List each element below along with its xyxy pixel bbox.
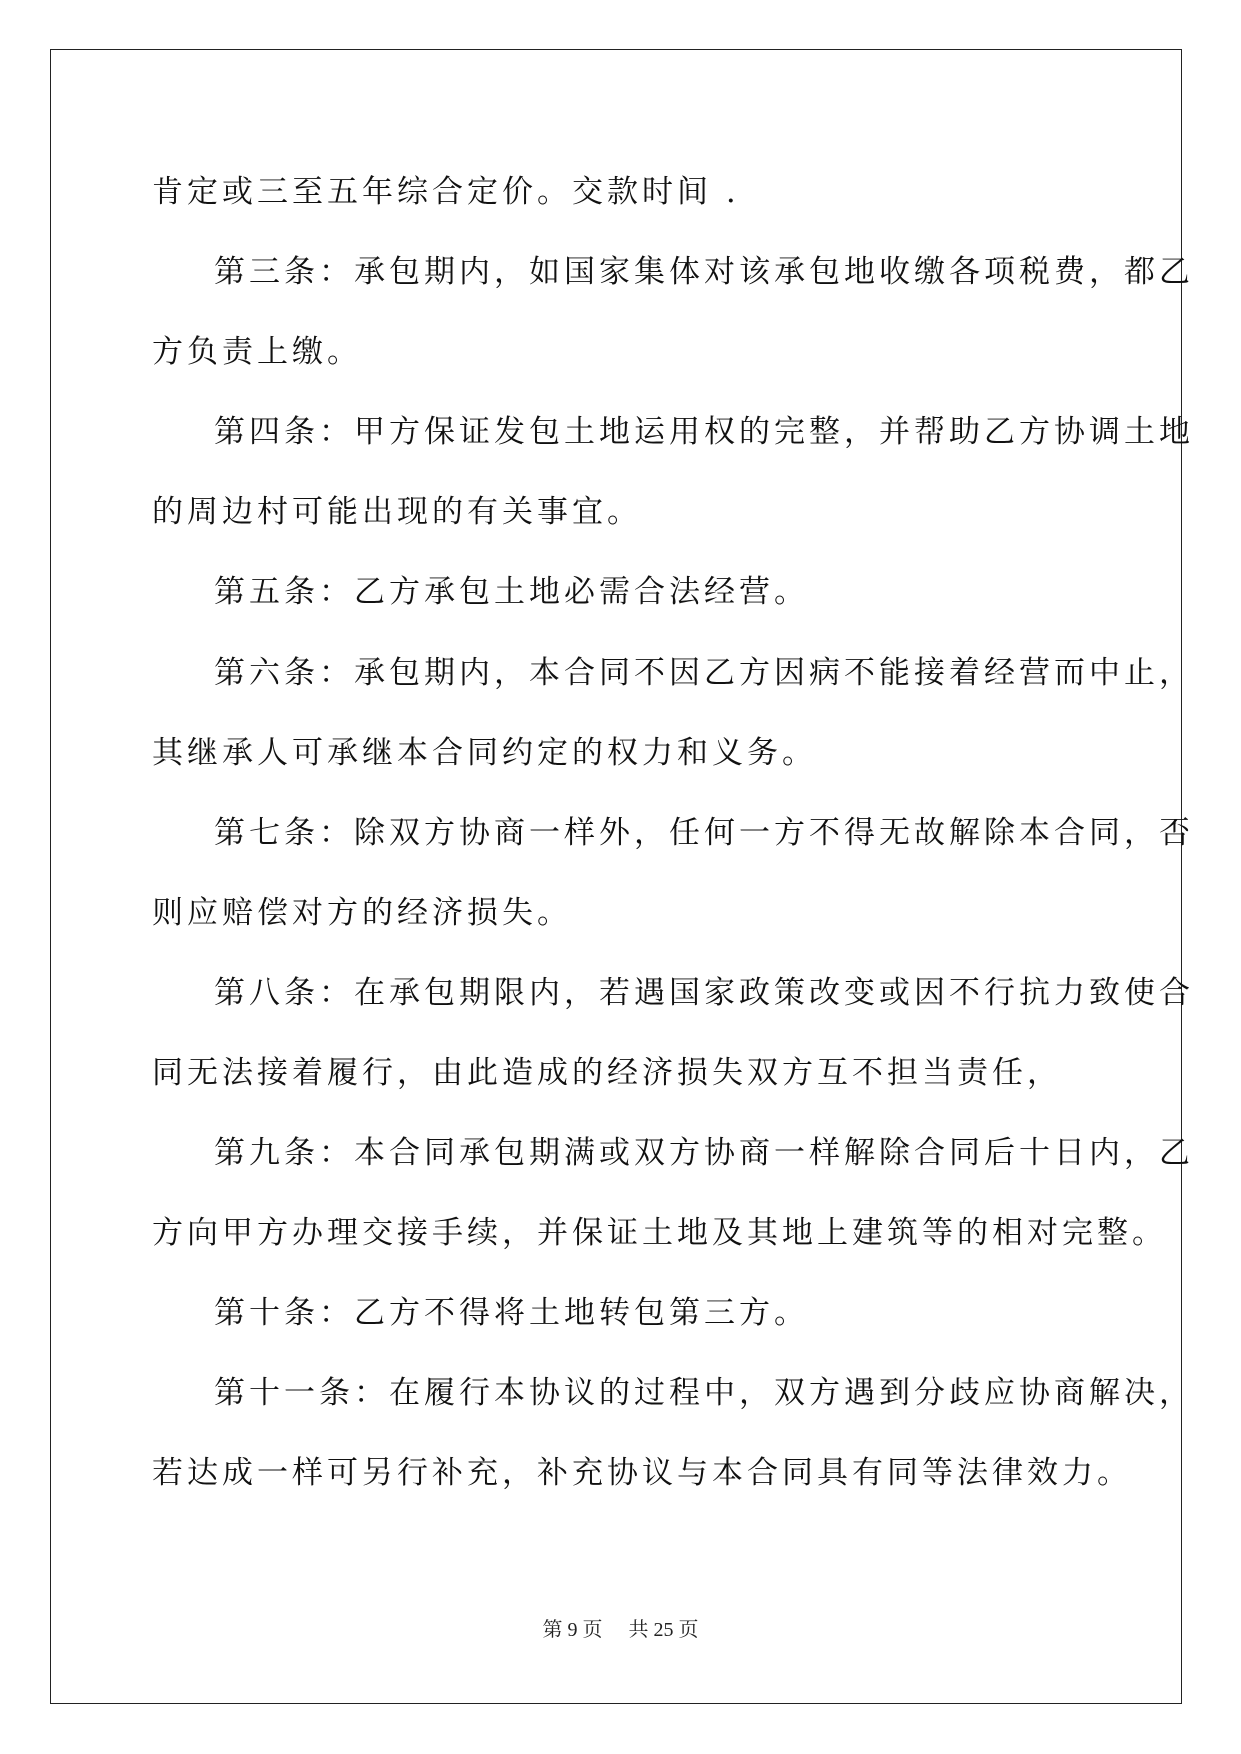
text-line: 第十一条：在履行本协议的过程中，双方遇到分歧应协商解决，: [214, 1375, 1194, 1411]
text-line: 第十条：乙方不得将土地转包第三方。: [214, 1295, 809, 1331]
text-line: 的周边村可能出现的有关事宜。: [152, 494, 642, 530]
text-line: 第六条：承包期内，本合同不因乙方因病不能接着经营而中止，: [214, 655, 1194, 691]
text-line: 第八条：在承包期限内，若遇国家政策改变或因不行抗力致使合: [214, 975, 1194, 1011]
text-line: 同无法接着履行，由此造成的经济损失双方互不担当责任，: [152, 1055, 1062, 1091]
text-line: 第五条：乙方承包土地必需合法经营。: [214, 574, 809, 610]
text-line: 第七条：除双方协商一样外，任何一方不得无故解除本合同，否: [214, 815, 1194, 851]
text-line: 方向甲方办理交接手续，并保证土地及其地上建筑等的相对完整。: [152, 1215, 1167, 1251]
text-line: 第九条：本合同承包期满或双方协商一样解除合同后十日内，乙: [214, 1135, 1194, 1171]
text-line: 其继承人可承继本合同约定的权力和义务。: [152, 735, 817, 771]
text-line: 若达成一样可另行补充，补充协议与本合同具有同等法律效力。: [152, 1455, 1132, 1491]
page-number: 第 9 页: [542, 1619, 603, 1641]
text-line: 则应赔偿对方的经济损失。: [152, 895, 572, 931]
text-line: 第四条：甲方保证发包土地运用权的完整，并帮助乙方协调土地: [214, 414, 1194, 450]
text-line: 第三条：承包期内，如国家集体对该承包地收缴各项税费，都乙: [214, 254, 1194, 290]
total-pages: 共 25 页: [628, 1619, 699, 1641]
text-line: 肯定或三至五年综合定价。交款时间 .: [152, 174, 740, 210]
text-line: 方负责上缴。: [152, 334, 362, 370]
page-footer: [0, 1613, 1241, 1642]
